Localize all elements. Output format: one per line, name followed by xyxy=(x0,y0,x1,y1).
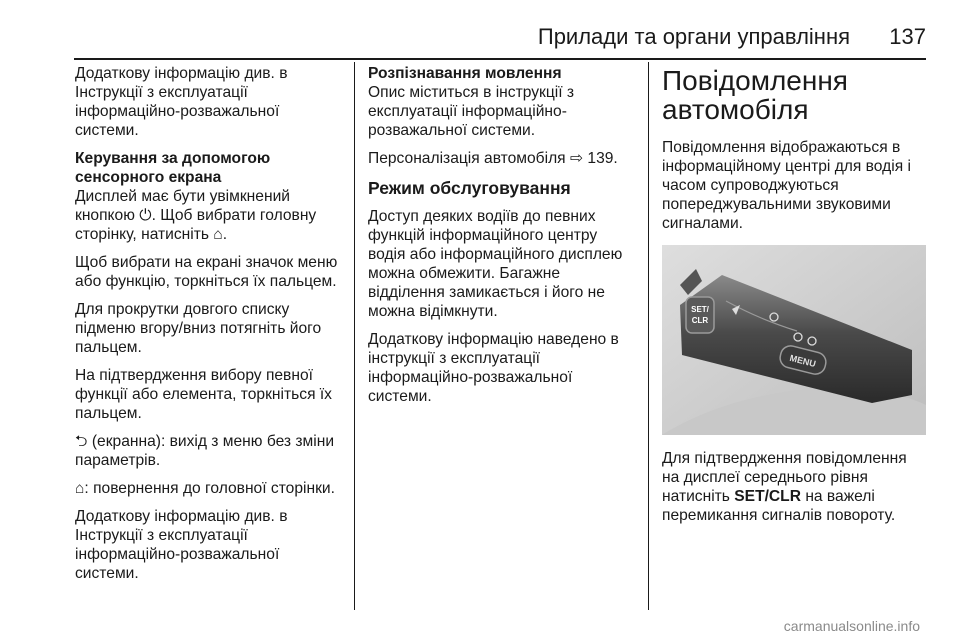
personalization-page-ref: 139. xyxy=(587,150,618,167)
touch-paragraph-3: Для прокрутки довгого списку підменю вгору/вниз потягніть його пальцем. xyxy=(75,301,322,356)
intro-paragraph: Додаткову інформацію див. в Інструкції з експлуатації інформаційно-розважальної системи. xyxy=(75,65,288,139)
set-clr-term: SET/CLR xyxy=(734,488,801,505)
speech-recognition-heading: Розпізнавання мовлення xyxy=(368,65,562,82)
back-arrow-icon: ⮌ xyxy=(75,433,88,450)
page-number: 137 xyxy=(889,24,926,49)
page-header xyxy=(74,22,926,52)
back-text: (екранна): вихід з меню без зміни параметрів. xyxy=(75,433,335,469)
personalization-text: Персоналізація автомобіля xyxy=(368,150,566,167)
page-ref-arrow-icon: ⇨ xyxy=(569,150,584,167)
home-paragraph xyxy=(75,479,347,498)
service-mode-heading: Режим обслуговування xyxy=(368,178,571,198)
outro-paragraph: Додаткову інформацію див. в Інструкції з експлуатації інформаційно-розважальної системи. xyxy=(75,508,288,582)
clr-label: CLR xyxy=(691,316,709,325)
personalization-line xyxy=(368,149,638,168)
column-middle xyxy=(368,64,638,415)
touch-paragraph-4: На підтвердження вибору певної функції або елемента, торкніться їх пальцем. xyxy=(75,367,332,422)
speech-recognition-text: Опис міститься в інструкції з експлуатації інформаційно-розважальної системи. xyxy=(368,84,575,139)
column-right xyxy=(662,64,928,534)
service-mode-paragraph-1: Доступ деяких водіїв до певних функцій інформаційного центру водія або інформаційного дисплею можна обмежити. Багажне відділення замикається і його не можна відімкнути. xyxy=(368,208,623,320)
confirm-text-after: на важелі перемикання сигналів повороту. xyxy=(662,488,896,524)
vehicle-messages-title: Повідомлення автомобіля xyxy=(662,65,848,125)
back-paragraph xyxy=(75,432,347,470)
column-divider-left xyxy=(354,62,355,610)
column-divider-right xyxy=(648,62,649,610)
service-mode-paragraph-2: Додаткову інформацію наведено в інструкції з експлуатації інформаційно-розважальної системи. xyxy=(368,331,619,405)
column-left xyxy=(75,64,347,592)
page-title: Прилади та органи управління xyxy=(537,24,850,49)
home-text: : повернення до головної сторінки. xyxy=(84,480,335,497)
set-label: SET/ xyxy=(691,305,709,314)
touch-paragraph-2: Щоб вибрати на екрані значок меню або функцію, торкніться їх пальцем. xyxy=(75,254,338,290)
watermark: carmanualsonline.info xyxy=(783,618,920,634)
touch-paragraph-1: Дисплей має бути увімкнений кнопкою ⏻. Щоб вибрати головну сторінку, натисніть ⌂. xyxy=(75,188,317,243)
home-icon: ⌂ xyxy=(75,480,85,497)
touch-control-heading: Керування за допомогою сенсорного екрана xyxy=(75,150,271,186)
header-divider xyxy=(74,58,926,60)
confirm-message-paragraph xyxy=(662,449,928,525)
menu-label: MENU xyxy=(788,352,817,370)
set-clr-button xyxy=(686,297,714,333)
confirm-text-before: Для підтвердження повідомлення на дисплеї середнього рівня натисніть xyxy=(662,450,907,505)
vehicle-messages-paragraph: Повідомлення відображаються в інформаційному центрі для водія і часом супроводжуються попереджувальними звуковими сигналами. xyxy=(662,139,911,232)
turn-signal-lever-illustration xyxy=(662,245,926,435)
